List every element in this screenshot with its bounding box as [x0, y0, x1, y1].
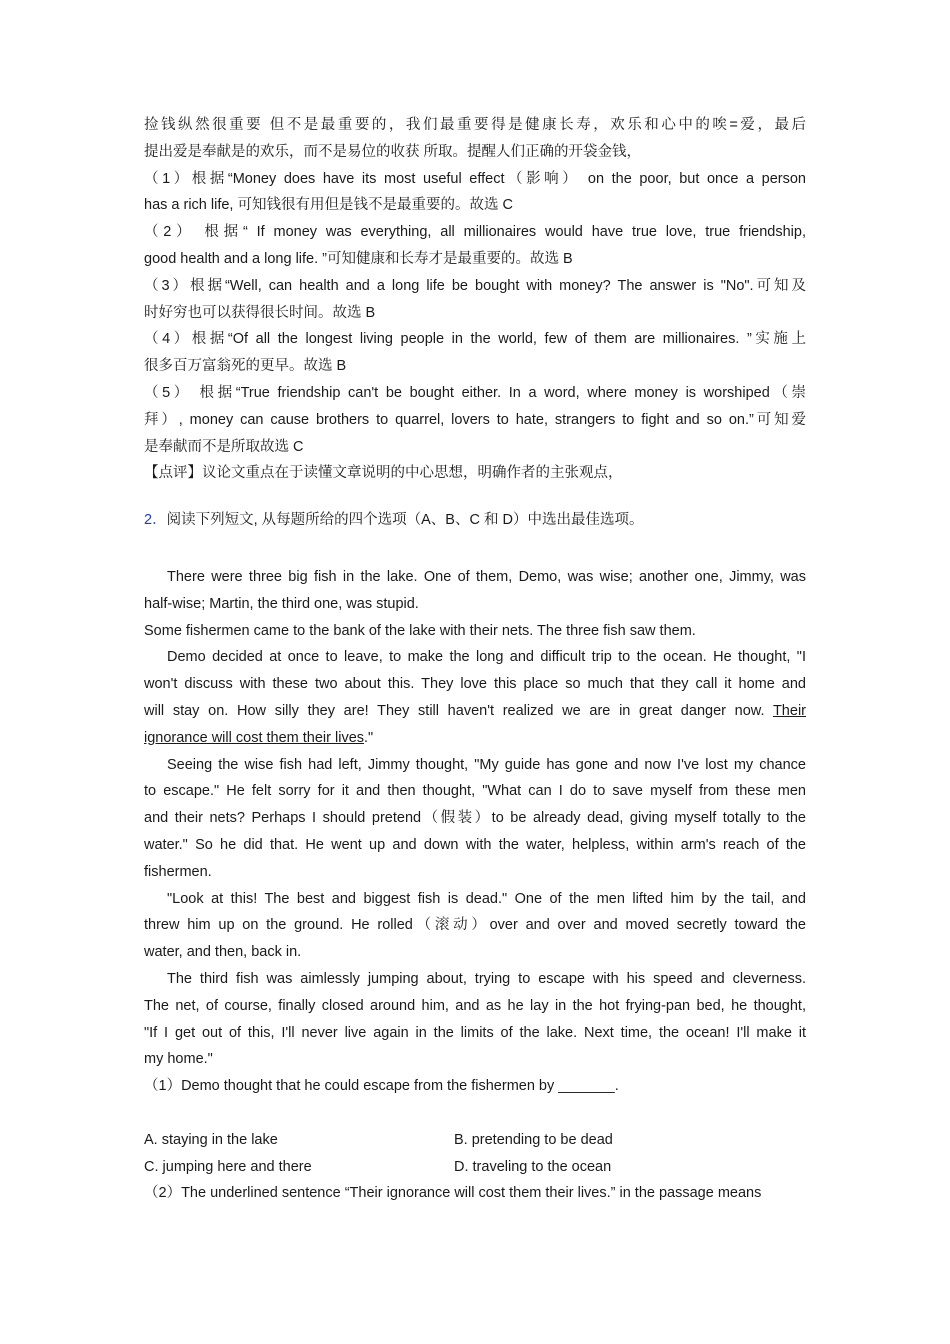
answer-explanation-4: （4）根据“Of all the longest living people in the world, few of them are millionaires. ”实施上 — [144, 331, 806, 348]
answer-explanation-5: （5） 根据“True friendship can't be bought either. In a word, where money is worshiped（崇 — [144, 384, 806, 401]
option-d: D. traveling to the ocean — [454, 1158, 612, 1175]
passage-line — [144, 698, 806, 725]
answer-explanation-4-cont: 很多百万富翁死的更早。故选 B — [144, 358, 347, 375]
passage-paragraph: The third fish was aimlessly jumping about, trying to escape with his speed and cleverness. — [167, 970, 806, 987]
answer-explanation-3-cont: 时好穷也可以获得很长时间。故选 B — [144, 304, 376, 321]
passage-paragraph: Demo decided at once to leave, to make the long and difficult trip to the ocean. He thought, "I — [167, 649, 806, 666]
options-row — [144, 1127, 806, 1154]
underlined-sentence: ignorance will cost them their lives — [144, 729, 365, 746]
option-b: B. pretending to be dead — [454, 1131, 613, 1148]
answer-explanation-1: （1）根据“Money does have its most useful effect（影响） on the poor, but once a person — [144, 170, 806, 187]
answer-explanation-1-cont: has a rich life, 可知钱很有用但是钱不是最重要的。故选 C — [144, 197, 513, 214]
answer-explanation-2: （2） 根据“ If money was everything, all millionaires would have true love, true friendship, — [144, 224, 806, 241]
spacer — [144, 487, 806, 507]
comment: 【点评】议论文重点在于读懂文章说明的中心思想，明确作者的主张观点， — [144, 465, 623, 482]
answer-explanation-2-cont: good health and a long life. ”可知健康和长寿才是最重要的。故选 B — [144, 250, 573, 267]
underlined-sentence: Their — [772, 702, 806, 719]
passage-line — [144, 725, 806, 752]
passage-line: won't discuss with these two about this. They love this place so much that they call it home and — [144, 676, 806, 693]
answer-explanation-5-cont: 拜）, money can cause brothers to quarrel, lovers to hate, strangers to fight and so on.”可知爱 — [144, 411, 806, 428]
passage-text: ." — [364, 729, 374, 746]
options-row — [144, 1154, 806, 1181]
analysis-line: 捡钱纵然很重要 但不是最重要的，我们最重要得是健康长寿，欢乐和心中的唉=爱，最后 — [144, 117, 806, 133]
passage-line: my home." — [144, 1051, 213, 1068]
passage-text: will stay on. How silly they are! They still haven't realized we are in great danger now. — [144, 702, 765, 719]
spacer — [144, 1100, 806, 1127]
question-2: （2）The underlined sentence “Their ignorance will cost them their lives.” in the passage means — [144, 1185, 762, 1202]
question-heading — [144, 507, 806, 534]
spacer — [144, 534, 806, 564]
option-a: A. staying in the lake — [144, 1131, 278, 1148]
analysis-line: 提出爱是奉献是的欢乐，而不是易位的收获 所取。提醒人们正确的开袋金钱， — [144, 143, 642, 160]
passage-line: half-wise; Martin, the third one, was stupid. — [144, 595, 419, 612]
passage-line: water, and then, back in. — [144, 944, 302, 961]
passage-paragraph: There were three big fish in the lake. One of them, Demo, was wise; another one, Jimmy, was — [167, 568, 806, 585]
passage-line: to escape." He felt sorry for it and then thought, "What can I do to save myself from these men — [144, 783, 806, 800]
passage-line: and their nets? Perhaps I should pretend（假装）to be already dead, giving myself totally to the — [144, 810, 806, 827]
document-page — [144, 112, 806, 1207]
question-number: 2． — [144, 512, 167, 529]
answer-explanation-3: （3）根据“Well, can health and a long life be bought with money? The answer is "No".可知及 — [144, 277, 806, 294]
passage-paragraph: Some fishermen came to the bank of the lake with their nets. The three fish saw them. — [144, 622, 696, 639]
passage-paragraph: "Look at this! The best and biggest fish is dead." One of the men lifted him by the tail, and — [167, 890, 806, 907]
option-c: C. jumping here and there — [144, 1158, 312, 1175]
question-1: （1）Demo thought that he could escape from the fishermen by _______. — [144, 1078, 619, 1095]
passage-line: water." So he did that. He went up and down with the water, helpless, within arm's reach of the — [144, 836, 806, 853]
answer-explanation-5-end: 是奉献而不是所取故选 C — [144, 438, 304, 455]
passage-paragraph: Seeing the wise fish had left, Jimmy thought, "My guide has gone and now I've lost my chance — [167, 756, 806, 773]
passage-line: threw him up on the ground. He rolled（滚动）over and over and moved secretly toward the — [144, 917, 806, 934]
passage-line: "If I get out of this, I'll never live again in the limits of the lake. Next time, the ocean! I'll make it — [144, 1024, 806, 1041]
passage-line: fishermen. — [144, 863, 212, 880]
passage-line: The net, of course, finally closed around him, and as he lay in the hot frying-pan bed, he thought, — [144, 997, 806, 1014]
question-instruction: 阅读下列短文, 从每题所给的四个选项（A、B、C 和 D）中选出最佳选项。 — [166, 512, 644, 529]
